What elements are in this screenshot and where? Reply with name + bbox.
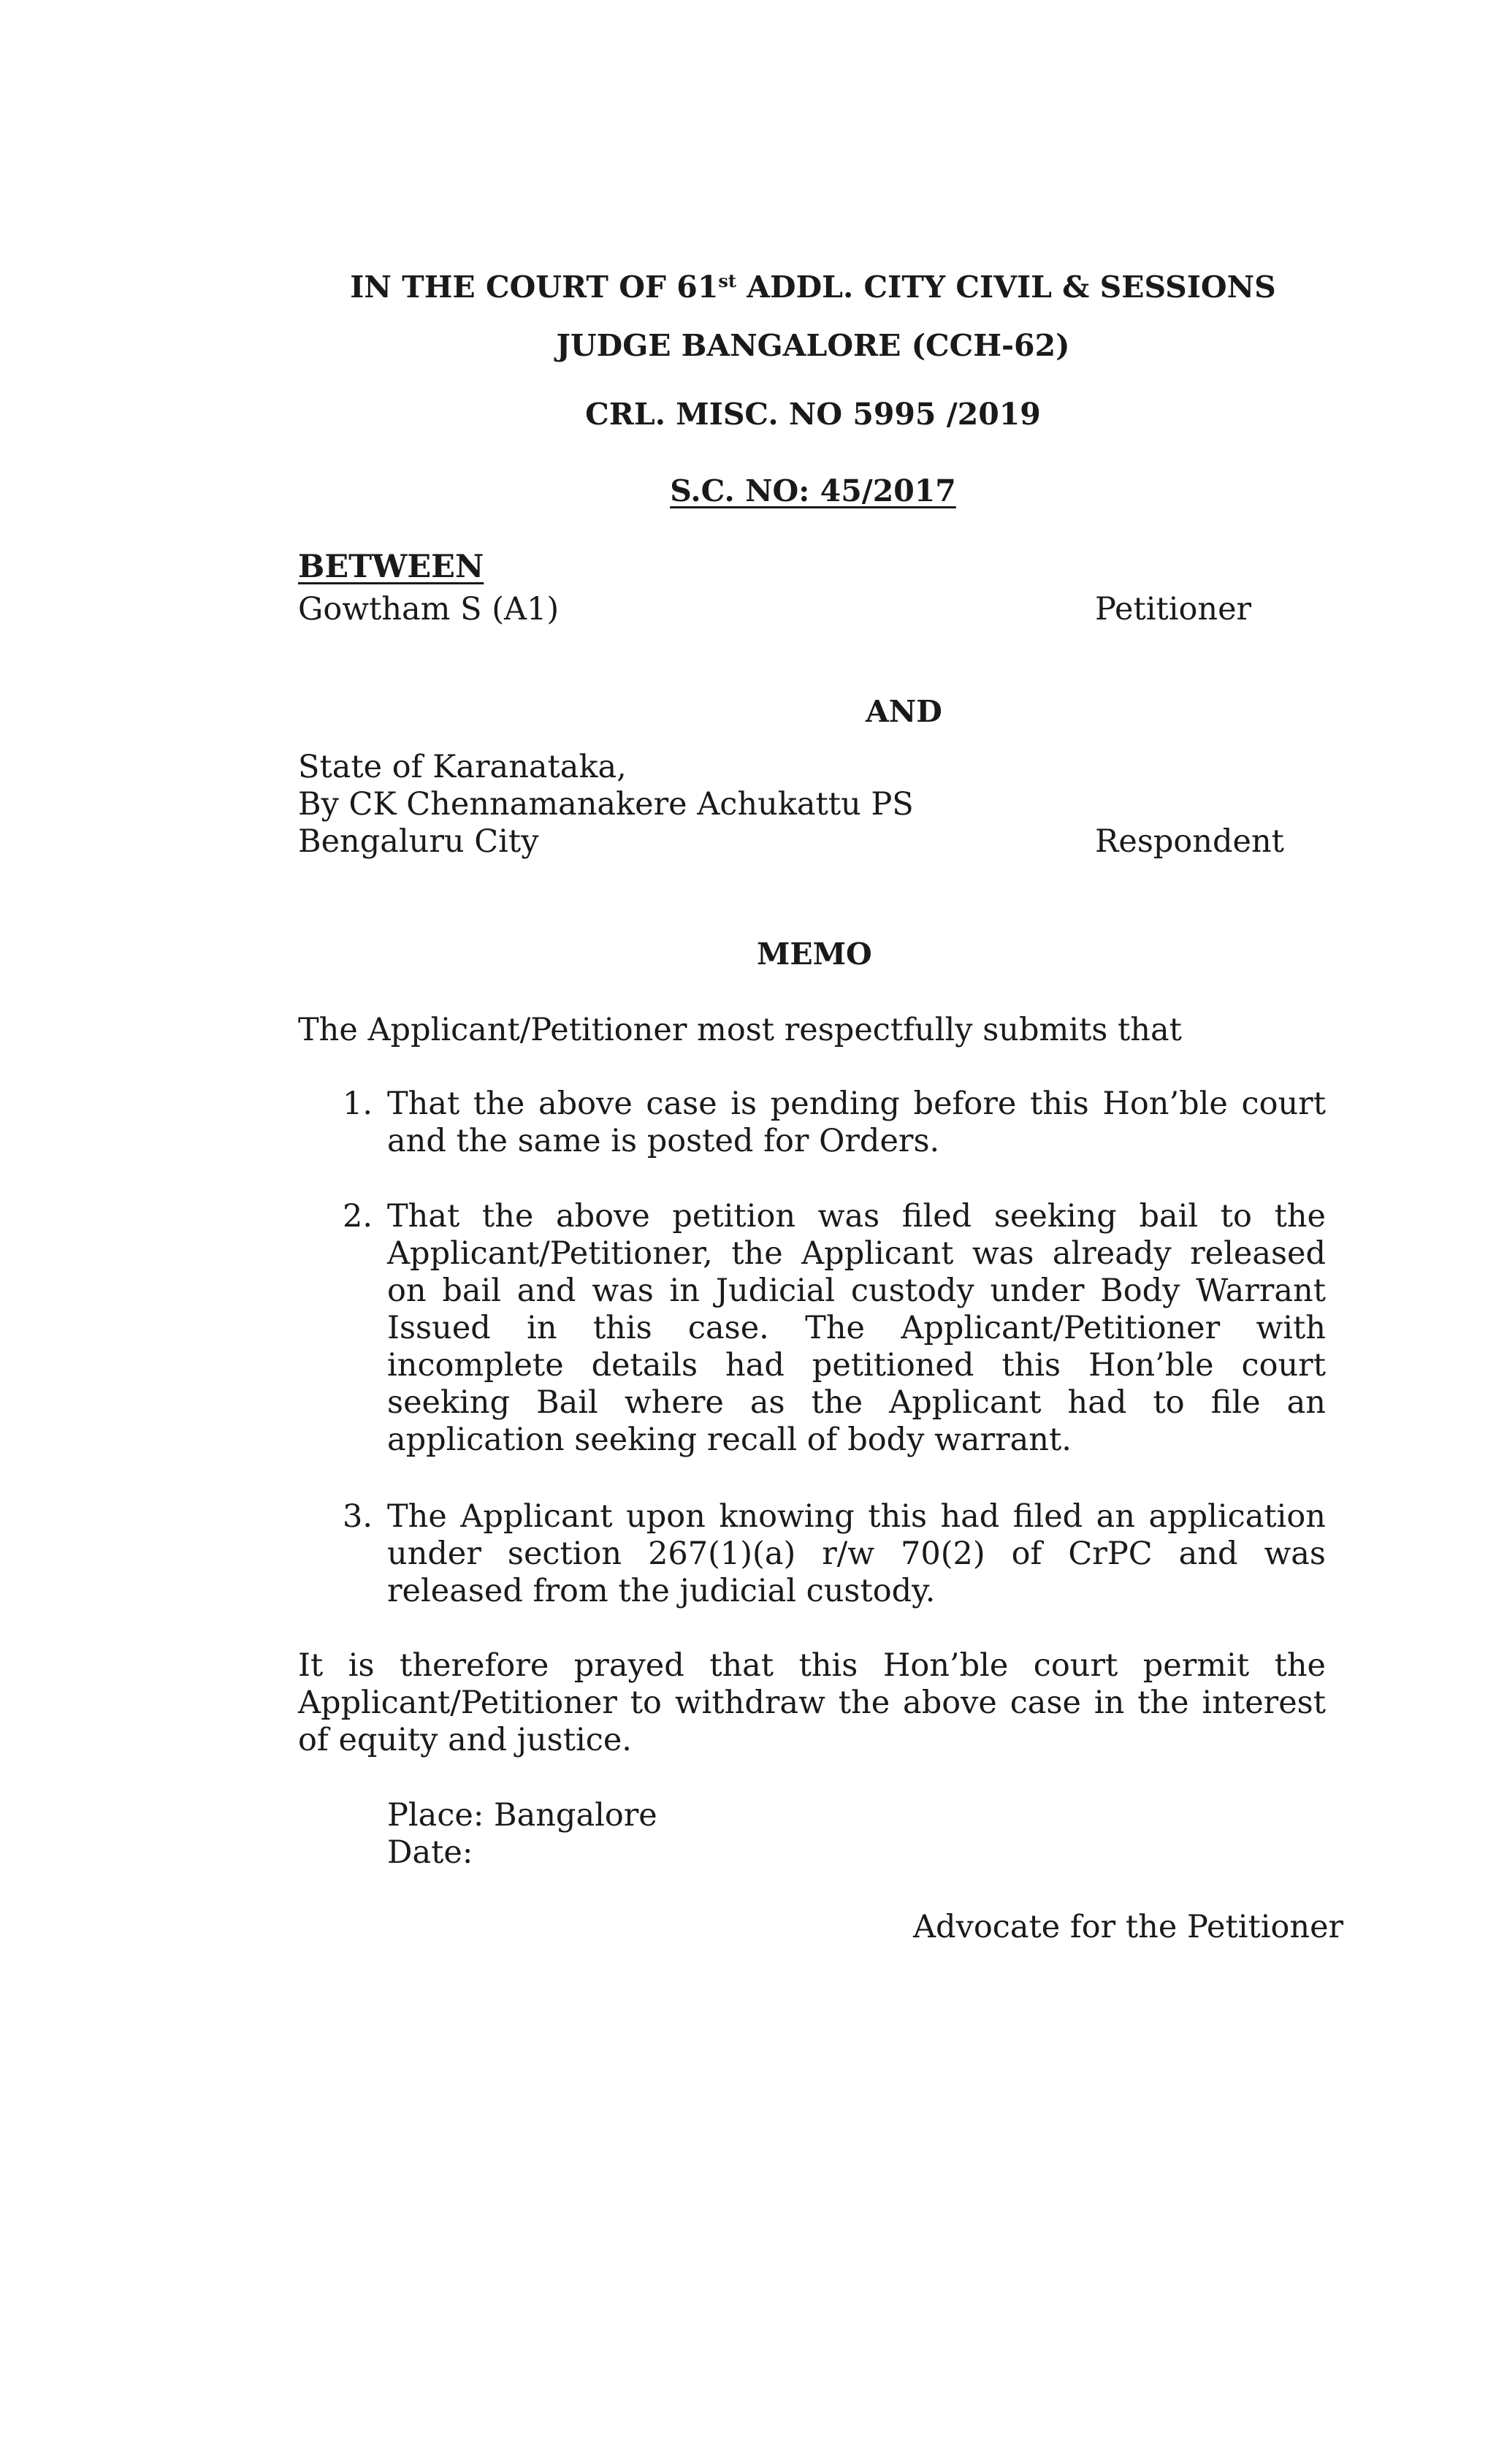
respondent-line: State of Karanataka, bbox=[298, 749, 627, 785]
respondent-line: By CK Chennamanakere Achukattu PS bbox=[298, 786, 914, 823]
point-text: That the above petition was filed seeking bail to the Applicant/Petitioner, the Applicant was already released on bail and was in Judicial custody under Body Warrant Issued in this case. The Applicant/Petitioner with incomplete details had petitioned this Hon’ble court seeking Bail where as the Applicant had to file an application seeking recall of body warrant. bbox=[387, 1198, 1326, 1458]
point-text: The Applicant upon knowing this had filed an application under section 267(1)(a) r/w 70(2) of CrPC and was released from the judicial custody. bbox=[387, 1498, 1326, 1609]
memo-title: MEMO bbox=[757, 937, 872, 972]
respondent-role: Respondent bbox=[1095, 823, 1284, 860]
sc-number: S.C. NO: 45/2017 bbox=[670, 473, 956, 508]
court-heading-line-1: IN THE COURT OF 61st ADDL. CITY CIVIL & SESSIONS bbox=[350, 270, 1276, 305]
point-number: 2. bbox=[343, 1198, 373, 1235]
court-heading-line-2: JUDGE BANGALORE (CCH-62) bbox=[556, 328, 1070, 363]
between-label: BETWEEN bbox=[298, 549, 484, 585]
court-heading bbox=[298, 258, 1328, 375]
respondent-line: Bengaluru City bbox=[298, 823, 539, 860]
point-number: 1. bbox=[343, 1086, 373, 1122]
petitioner-role: Petitioner bbox=[1095, 591, 1252, 628]
respondent-address bbox=[298, 749, 914, 861]
place-line: Place: Bangalore bbox=[387, 1797, 657, 1834]
case-number: CRL. MISC. NO 5995 /2019 bbox=[585, 397, 1041, 432]
and-label: AND bbox=[866, 694, 942, 729]
point-number: 3. bbox=[343, 1498, 373, 1535]
intro-text: The Applicant/Petitioner most respectfully submits that bbox=[298, 1012, 1182, 1048]
point-text: That the above case is pending before this Hon’ble court and the same is posted for Orders. bbox=[387, 1086, 1326, 1159]
date-line: Date: bbox=[387, 1834, 473, 1871]
prayer-text: It is therefore prayed that this Hon’ble court permit the Applicant/Petitioner to withdraw the above case in the interest of equity and justice. bbox=[298, 1647, 1326, 1758]
signature-line: Advocate for the Petitioner bbox=[913, 1909, 1344, 1945]
petitioner-name: Gowtham S (A1) bbox=[298, 591, 560, 628]
